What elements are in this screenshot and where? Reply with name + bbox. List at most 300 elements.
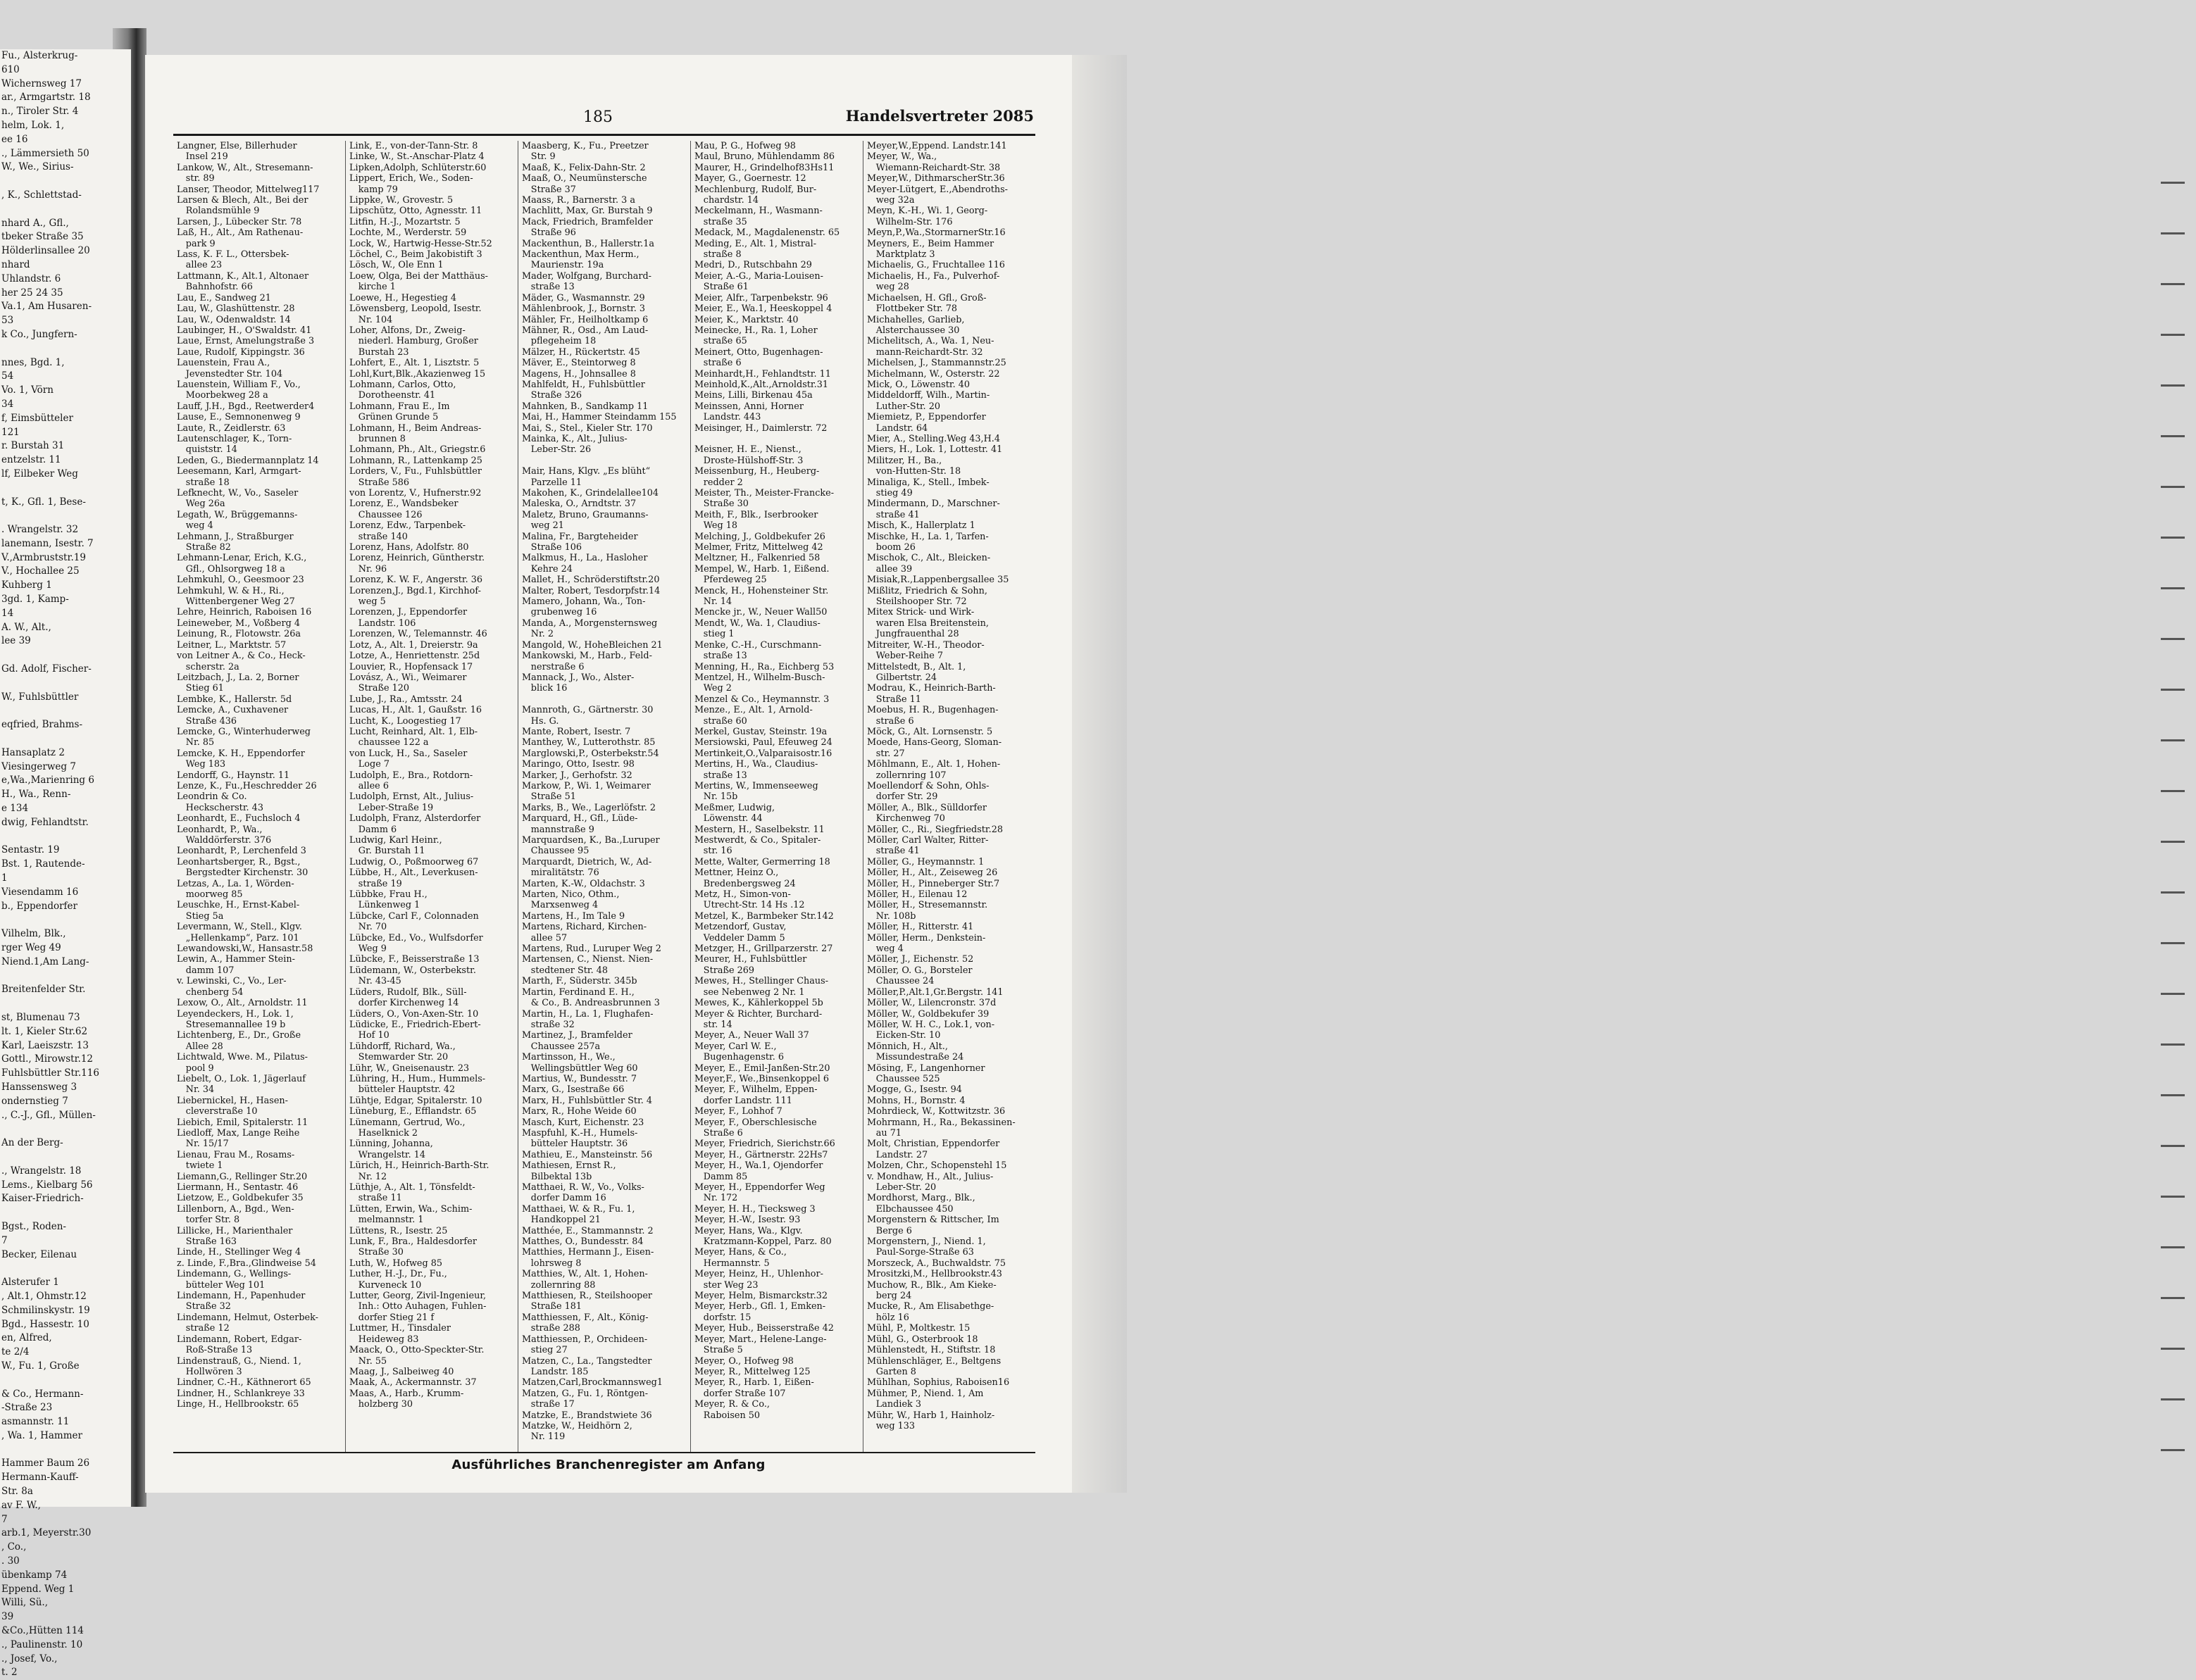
left-page-line: te 2/4 [1, 1346, 30, 1358]
directory-entry-line: Lienau, Frau M., Rosams- [177, 1149, 295, 1160]
page-footer: Ausführliches Branchenregister am Anfang [451, 1458, 766, 1472]
directory-entry-line: v. Lewinski, C., Vo., Ler- [177, 976, 287, 987]
margin-mark [2161, 537, 2185, 539]
directory-entry-line: Meyer & Richter, Burchard- [694, 1008, 823, 1020]
directory-entry-line: Weber-Reihe 7 [867, 651, 944, 662]
directory-entry-line: Melching, J., Goldbekufer 26 [694, 531, 825, 542]
directory-entry-line: Matzen,Carl,Brockmannsweg1 [522, 1377, 663, 1388]
directory-entry-line: Levermann, W., Stell., Klgv. [177, 922, 302, 933]
directory-entry-line: Lietzow, E., Goldbekufer 35 [177, 1193, 304, 1204]
directory-entry-line: see Nebenweg 2 Nr. 1 [694, 986, 805, 998]
directory-entry-line: Lübbke, Frau H., [349, 889, 428, 901]
left-page-line: Bgst., Roden- [1, 1220, 66, 1232]
directory-entry-line: Matthies, Hermann J., Eisen- [522, 1247, 654, 1258]
directory-entry-line: Menzel & Co., Heymannstr. 3 [694, 694, 830, 705]
directory-entry-line: Mahlfeldt, H., Fuhlsbüttler [522, 379, 645, 390]
directory-entry-line: dorfer Landstr. 111 [694, 1095, 792, 1106]
directory-entry-line: Lindemann, Robert, Edgar- [177, 1334, 302, 1345]
directory-entry-line: Lohmann, Carlos, Otto, [349, 379, 456, 390]
directory-entry-line: straße 32 [522, 1019, 575, 1030]
directory-entry-line: Lippert, Erich, We., Soden- [349, 173, 473, 184]
directory-entry-line: Kirchenweg 70 [867, 813, 945, 825]
left-page-line: asmannstr. 11 [1, 1416, 70, 1428]
directory-entry-line: Lorenz, Edw., Tarpenbek- [349, 520, 466, 532]
directory-entry-line: Lüders, Rudolf, Blk., Süll- [349, 986, 467, 998]
directory-entry-line: Lause, E., Semnonenweg 9 [177, 412, 301, 423]
directory-entry-line: Magens, H., Johnsallee 8 [522, 368, 636, 380]
left-page-line: arb.1, Meyerstr.30 [1, 1527, 92, 1539]
left-page-line: Hammer Baum 26 [1, 1458, 90, 1469]
directory-entry-line: Parzelle 11 [522, 477, 582, 488]
directory-entry-line: Maas, A., Harb., Krumm- [349, 1388, 464, 1399]
directory-entry-line: Maaß, O., Neumünstersche [522, 173, 647, 184]
directory-entry-line: Möller, G., Heymannstr. 1 [867, 856, 985, 867]
directory-entry-line: Luttmer, H., Tinsdaler [349, 1323, 451, 1334]
directory-entry-line: Lorenz, E., Wandsbeker [349, 499, 458, 510]
directory-entry-line: Michaelis, H., Fa., Pulverhof- [867, 270, 1000, 282]
directory-entry-line: Haselknick 2 [349, 1127, 418, 1139]
directory-entry-line: straße 13 [694, 651, 747, 662]
directory-entry-line: Lorenz, Hans, Adolfstr. 80 [349, 542, 469, 553]
directory-entry-line: Larsen & Blech, Alt., Bei der [177, 195, 308, 206]
directory-entry-line: Meltzner, H., Falkenried 58 [694, 553, 821, 564]
directory-entry-line: Straße 30 [694, 499, 749, 510]
directory-entry-line: Meyer,W., DithmarscherStr.36 [867, 173, 1005, 184]
directory-entry-line: Bergstedter Kirchenstr. 30 [177, 867, 308, 879]
directory-entry-line: damm 107 [177, 965, 235, 976]
directory-entry-line: blick 16 [522, 683, 568, 694]
directory-entry-line: str. 89 [177, 173, 215, 184]
directory-entry-line: Hollwören 3 [177, 1366, 242, 1377]
directory-entry-line: Matthaei, R. W., Vo., Volks- [522, 1182, 644, 1193]
margin-mark [2161, 1398, 2185, 1400]
left-page-line: Niend.1,Am Lang- [1, 955, 89, 967]
directory-entry-line: Hof 10 [349, 1030, 389, 1041]
directory-entry-line: „Hellenkamp“, Parz. 101 [177, 932, 299, 944]
directory-entry-line: Martinsson, H., We., [522, 1052, 616, 1063]
directory-entry-line: straße 35 [694, 216, 747, 227]
directory-entry-line: Leonhardt, P., Lerchenfeld 3 [177, 846, 306, 857]
left-page-line: 53 [1, 315, 14, 327]
directory-entry-line: Lotz, A., Alt. 1, Dreierstr. 9a [349, 639, 478, 651]
directory-entry-line: von Leitner A., & Co., Heck- [177, 651, 306, 662]
directory-entry-line: Lemcke, K. H., Eppendorfer [177, 748, 305, 759]
directory-entry-line: Straße 106 [522, 542, 582, 553]
left-page-line: V., Hochallee 25 [1, 565, 80, 577]
directory-entry-line: Paul-Sorge-Straße 63 [867, 1247, 974, 1258]
directory-entry-line: straße 11 [349, 1193, 402, 1204]
directory-entry-line: Meyer, Herb., Gfl. 1, Emken- [694, 1301, 826, 1312]
directory-entry-line: Mühmer, P., Niend. 1, Am [867, 1388, 984, 1399]
directory-entry-line: Meyer, H., Wa.1, Ojendorfer [694, 1160, 823, 1172]
directory-entry-line: Liebelt, O., Lok. 1, Jägerlauf [177, 1073, 306, 1084]
margin-mark [2161, 1043, 2185, 1046]
directory-entry-line: Berge 6 [867, 1225, 912, 1236]
directory-entry-line: Lewin, A., Hammer Stein- [177, 954, 295, 965]
directory-entry-line: Mösing, F., Langenhorner [867, 1062, 985, 1074]
directory-entry-line: Lindemann, Helmut, Osterbek- [177, 1312, 318, 1323]
directory-entry-line: Wiemann-Reichardt-Str. 38 [867, 162, 1001, 173]
directory-entry-line: Straße 37 [522, 184, 576, 195]
directory-entry-line: Maul, Bruno, Mühlendamm 86 [694, 151, 835, 163]
directory-entry-line: dorfer Stieg 21 f [349, 1312, 435, 1323]
directory-entry-line: Nr. 172 [694, 1193, 738, 1204]
directory-entry-line: Mühl, P., Moltkestr. 15 [867, 1323, 971, 1334]
directory-column [518, 141, 690, 1453]
directory-entry-line: Marquardt, Dietrich, W., Ad- [522, 856, 652, 867]
directory-entry-line: Modrau, K., Heinrich-Barth- [867, 683, 996, 694]
left-page-line: Str. 8a [1, 1486, 33, 1498]
directory-entry-line: Straße 436 [177, 715, 237, 727]
directory-entry-line: Martin, Ferdinand E. H., [522, 986, 635, 998]
directory-entry-line: Straße 32 [177, 1301, 231, 1312]
directory-entry-line: Lehmkuhl, W. & H., Ri., [177, 585, 285, 596]
directory-entry-line: Landstr. 64 [867, 422, 928, 434]
directory-entry-line: quiststr. 14 [177, 444, 237, 456]
left-page-line: Viesendamm 16 [1, 886, 79, 898]
directory-entry-line: Mühlhan, Sophius, Raboisen16 [867, 1377, 1010, 1388]
directory-entry-line: Möller, H., Pinneberger Str.7 [867, 878, 1000, 889]
left-page-line: tbeker Straße 35 [1, 231, 84, 243]
directory-entry-line: Liedloff, Max, Lange Reihe [177, 1127, 300, 1139]
directory-entry-line: Möck, G., Alt. Lornsenstr. 5 [867, 726, 993, 737]
directory-entry-line: Maspfuhl, K.-H., Humels- [522, 1127, 638, 1139]
left-page-line: entzelstr. 11 [1, 454, 61, 466]
directory-entry-line: Möller, H., Stresemannstr. [867, 900, 988, 911]
directory-entry-line: Lindenstrauß, G., Niend. 1, [177, 1355, 301, 1367]
directory-entry-line: str. 16 [694, 846, 732, 857]
directory-entry-line: Lohfert, E., Alt. 1, Lisztstr. 5 [349, 358, 480, 369]
directory-entry-line: Nr. 85 [177, 737, 215, 748]
directory-entry-line: Elbchaussee 450 [867, 1203, 954, 1215]
directory-entry-line: Chaussee 95 [522, 846, 589, 857]
directory-entry-line: Manda, A., Morgensternsweg [522, 618, 658, 629]
directory-entry-line: Mitex Strick- und Wirk- [867, 607, 975, 618]
left-page-line: Willi, Sü., [1, 1597, 49, 1609]
directory-entry-line: straße 12 [177, 1323, 230, 1334]
directory-entry-line: Gfl., Ohlsorgweg 18 a [177, 563, 285, 575]
directory-entry-line [694, 434, 859, 444]
directory-entry-line: berg 24 [867, 1291, 912, 1302]
directory-entry-line: Mestern, H., Saselbekstr. 11 [694, 824, 825, 835]
directory-entry-line: Lühtje, Edgar, Spitalerstr. 10 [349, 1095, 482, 1106]
directory-entry-line: Lüttens, R., Isestr. 25 [349, 1225, 448, 1236]
left-page-line: An der Berg- [1, 1137, 63, 1149]
page-number: 185 [583, 108, 613, 126]
directory-entry-line: Loew, Olga, Bei der Matthäus- [349, 270, 488, 282]
directory-entry-line: Grünen Grunde 5 [349, 412, 439, 423]
left-page-line: Gd. Adolf, Fischer- [1, 663, 92, 675]
directory-entry-line: Mertinkeit,O.,Valparaisostr.16 [694, 748, 832, 759]
directory-entry-line: Mankowski, M., Harb., Feld- [522, 651, 652, 662]
directory-entry-line: chardstr. 14 [694, 195, 759, 206]
directory-entry-line: holzberg 30 [349, 1399, 413, 1410]
directory-entry-line: Lankow, W., Alt., Stresemann- [177, 162, 313, 173]
directory-entry-line: Moede, Hans-Georg, Sloman- [867, 737, 1002, 748]
left-page-line [0, 704, 131, 718]
directory-entry-line: Leineweber, M., Voßberg 4 [177, 618, 301, 629]
directory-entry-line: Meyer,F., We.,Binsenkoppel 6 [694, 1073, 830, 1084]
margin-mark [2161, 689, 2185, 691]
left-page-line: Hansaplatz 2 [1, 746, 65, 758]
page-header [145, 106, 1072, 130]
directory-entry-line: Mempel, W., Harb. 1, Eißend. [694, 563, 830, 575]
directory-entry-line: Möller, H., Alt., Zeiseweg 26 [867, 867, 998, 879]
directory-entry-line: Marten, K.-W., Oldachstr. 3 [522, 878, 645, 889]
left-page-line: Fuhlsbüttler Str.116 [1, 1067, 99, 1079]
directory-entry-line: Martinez, J., Bramfelder [522, 1030, 632, 1041]
directory-entry-line: Maleska, O., Arndtstr. 37 [522, 499, 637, 510]
directory-entry-line: Lohmann, R., Lattenkamp 25 [349, 455, 482, 466]
left-page-line: rger Weg 49 [1, 942, 61, 953]
directory-entry-line: Marx, R., Hohe Weide 60 [522, 1106, 637, 1117]
directory-entry-line: Liebich, Emil, Spitalerstr. 11 [177, 1117, 308, 1128]
directory-entry-line: Nr. 70 [349, 922, 387, 933]
directory-entry-line: str. 27 [867, 748, 905, 759]
directory-entry-line: Molt, Christian, Eppendorfer [867, 1139, 1000, 1150]
left-page-line: Uhlandstr. 6 [1, 272, 61, 284]
directory-entry-line: Lühring, H., Hum., Hummels- [349, 1073, 486, 1084]
directory-entry-line: dorfstr. 15 [694, 1312, 751, 1323]
directory-entry-line: waren Elsa Breitenstein, [867, 618, 989, 629]
left-page-line: . 30 [1, 1555, 20, 1567]
left-page-line: r. Burstah 31 [1, 440, 65, 452]
directory-entry-line: Rolandsmühle 9 [177, 206, 260, 217]
directory-entry-line: Letzas, A., La. 1, Wörden- [177, 878, 294, 889]
directory-entry-line: Lohmann, Frau E., Im [349, 401, 450, 412]
directory-entry-line: Stieg 61 [177, 683, 224, 694]
directory-entry-line: Liebernickel, H., Hasen- [177, 1095, 288, 1106]
directory-entry-line: stieg 49 [867, 488, 913, 499]
left-page-line: W., Fu. 1, Große [1, 1360, 80, 1372]
directory-entry-line: Militzer, H., Ba., [867, 455, 942, 466]
directory-entry-line: Mählenbrook, J., Bornstr. 3 [522, 303, 645, 315]
directory-entry-line: Mäder, G., Wasmannstr. 29 [522, 292, 645, 303]
left-page-line [0, 1122, 131, 1136]
left-page-line: 1 [1, 872, 8, 884]
directory-entry-line: Straße 326 [522, 390, 582, 401]
margin-mark [2161, 841, 2185, 843]
left-page-line: av F. W., [1, 1499, 41, 1511]
directory-entry-line: straße 140 [349, 531, 408, 542]
left-page-line: &Co.,Hütten 114 [1, 1625, 84, 1637]
directory-entry-line: Menke, C.-H., Curschmann- [694, 639, 822, 651]
directory-entry-line: Meyer, Hans, & Co., [694, 1247, 787, 1258]
directory-entry-line: weg 21 [522, 520, 564, 532]
left-page-line: Becker, Eilenau [1, 1248, 77, 1260]
directory-entry-line: pflegeheim 18 [522, 336, 597, 347]
left-page-line: Bst. 1, Rautende- [1, 858, 85, 870]
directory-entry-line: Luth, W., Hofweg 85 [349, 1258, 443, 1269]
directory-entry-line: Lock, W., Hartwig-Hesse-Str.52 [349, 238, 492, 249]
directory-entry-line: Molzen, Chr., Schopenstehl 15 [867, 1160, 1007, 1172]
left-page-line: ., C.-J., Gfl., Müllen- [1, 1109, 96, 1121]
directory-entry-line: Weg 18 [694, 520, 738, 532]
directory-entry-line: Martius, W., Bundesstr. 7 [522, 1073, 637, 1084]
directory-entry-line: twiete 1 [177, 1160, 223, 1172]
left-page-line: helm, Lok. 1, [1, 119, 65, 131]
directory-entry-line: Lemcke, G., Winterhuderweg [177, 726, 311, 737]
directory-entry-line: von Luck, H., Sa., Saseler [349, 748, 468, 759]
directory-entry-line: bütteler Hauptstr. 42 [349, 1084, 456, 1096]
directory-entry-line: Lorenzen, W., Telemannstr. 46 [349, 629, 487, 640]
directory-entry-line: Lindner, C.-H., Käthnerort 65 [177, 1377, 311, 1388]
directory-entry-line: Michelmann, W., Osterstr. 22 [867, 368, 1000, 380]
left-page-line: ., Josef, Vo., [1, 1653, 58, 1665]
directory-entry-line: cleverstraße 10 [177, 1106, 258, 1117]
left-page-line: übenkamp 74 [1, 1569, 68, 1581]
directory-entry-line: Nr. 96 [349, 563, 387, 575]
directory-entry-line: Menck, H., Hohensteiner Str. [694, 585, 829, 596]
margin-mark [2161, 993, 2185, 995]
directory-entry-line: Meyn,P.,Wa.,StormarnerStr.16 [867, 227, 1006, 239]
directory-entry-line: Möller, W. H. C., Lok.1, von- [867, 1019, 995, 1030]
directory-entry-line: Meyer, F., Wilhelm, Eppen- [694, 1084, 818, 1096]
directory-entry-line: Meinssen, Anni, Horner [694, 401, 804, 412]
directory-entry-line: Mucke, R., Am Elisabethge- [867, 1301, 994, 1312]
directory-entry-line: grubenweg 16 [522, 607, 597, 618]
left-page-line: Gottl., Mirowstr.12 [1, 1053, 94, 1065]
left-page-line: t, K., Gfl. 1, Bese- [1, 496, 86, 508]
directory-entry-line: Meyer, H., Gärtnerstr. 22Hs7 [694, 1149, 828, 1160]
thumb-index-marks [2147, 182, 2196, 1519]
directory-entry-line: Matthée, E., Stammannstr. 2 [522, 1225, 654, 1236]
directory-entry-line: Mai, H., Hammer Steindamm 155 [522, 412, 677, 423]
directory-entry-line: straße 288 [522, 1323, 580, 1334]
directory-entry-line: zollernring 107 [867, 770, 947, 781]
margin-mark [2161, 334, 2185, 336]
directory-entry-line: Meith, F., Blk., Iserbrooker [694, 509, 818, 520]
left-page-line: dwig, Fehlandtstr. [1, 816, 89, 828]
directory-entry-line: Marx, G., Isestraße 66 [522, 1084, 625, 1096]
directory-entry-line: Mencke jr., W., Neuer Wall50 [694, 607, 828, 618]
directory-entry-line: Luther, H.-J., Dr., Fu., [349, 1269, 447, 1280]
margin-mark [2161, 739, 2185, 741]
left-page-line: Vilhelm, Blk., [1, 928, 66, 940]
directory-entry-line [522, 694, 687, 705]
directory-entry-line: Larsen, J., Lübecker Str. 78 [177, 216, 302, 227]
left-page-line: 54 [1, 370, 14, 382]
margin-mark [2161, 283, 2185, 285]
directory-entry-line: Leber-Str. 20 [867, 1182, 937, 1193]
directory-entry-line: Lauenstein, William F., Vo., [177, 379, 301, 390]
directory-entry-line: Lehmkuhl, O., Geesmoor 23 [177, 575, 304, 586]
directory-entry-line: Stemwarder Str. 20 [349, 1052, 449, 1063]
left-page-line: Va.1, Am Husaren- [1, 301, 92, 313]
left-page-line [0, 1151, 131, 1165]
directory-entry-line: Matzen, C., La., Tangstedter [522, 1355, 652, 1367]
directory-entry-line: allee 39 [867, 563, 913, 575]
directory-entry-line: mannstraße 9 [522, 824, 594, 835]
left-page-line: nhard [1, 258, 30, 270]
directory-entry-line: Burstah 23 [349, 346, 409, 358]
directory-entry-line: niederl. Hamburg, Großer [349, 336, 478, 347]
directory-entry-line: Möller, Carl Walter, Ritter- [867, 835, 989, 846]
directory-entry-line: miralitätstr. 76 [522, 867, 599, 879]
directory-entry-line: Meier, Alfr., Tarpenbekstr. 96 [694, 292, 828, 303]
directory-entry-line: Mainka, K., Alt., Julius- [522, 433, 628, 444]
left-page-line: -Straße 23 [1, 1402, 53, 1414]
directory-entry-line: Lovász, A., Wi., Weimarer [349, 672, 467, 683]
directory-entry-line: Löchel, C., Beim Jakobistift 3 [349, 249, 482, 261]
directory-entry-line: Michaelsen, H. Gfl., Groß- [867, 292, 987, 303]
left-page-line: 39 [1, 1611, 14, 1623]
directory-entry-line: Lutter, Georg, Zivil-Ingenieur, [349, 1291, 487, 1302]
directory-entry-line: Leonhartsberger, R., Bgst., [177, 856, 301, 867]
directory-entry-line: redder 2 [694, 477, 743, 488]
directory-entry-line: Middeldorff, Wilh., Martin- [867, 390, 990, 401]
left-page-line: H., Wa., Renn- [1, 789, 71, 801]
left-page-line: t. 2 [1, 1667, 18, 1679]
directory-entry-line: Mertins, W., Immenseeweg [694, 780, 818, 791]
left-page-line: ee 16 [1, 133, 28, 145]
margin-mark [2161, 1094, 2185, 1096]
directory-entry-line: Lewandowski,W., Hansastr.58 [177, 944, 313, 955]
directory-entry-line: dorfer Damm 16 [522, 1193, 606, 1204]
directory-entry-line: stieg 1 [694, 629, 735, 640]
directory-entry-line: Möller, W., Lilencronstr. 37d [867, 998, 997, 1009]
left-page-line: ar., Armgartstr. 18 [1, 92, 91, 104]
directory-entry-line: Bilbektal 13b [522, 1171, 592, 1182]
margin-mark [2161, 638, 2185, 640]
directory-entry-line: Lembke, K., Hallerstr. 5d [177, 694, 292, 705]
directory-entry-line: Mohrdieck, W., Kottwitzstr. 36 [867, 1106, 1006, 1117]
directory-entry-line: Marks, B., We., Lagerlöfstr. 2 [522, 802, 656, 813]
directory-entry-line: Insel 219 [177, 151, 228, 163]
directory-entry-line: Lass, K. F. L., Ottersbek- [177, 249, 289, 261]
left-page-line: W., Fuhlsbüttler [1, 691, 79, 703]
directory-entry-line: Meyer, Heinz, H., Uhlenhor- [694, 1269, 823, 1280]
directory-entry-line: Marktplatz 3 [867, 249, 935, 261]
directory-entry-line: Handkoppel 21 [522, 1215, 601, 1226]
directory-entry-line: Ludwig, O., Poßmoorweg 67 [349, 856, 479, 867]
directory-entry-line: Jevenstedter Str. 104 [177, 368, 283, 380]
directory-entry-line: Lenze, K., Fu.,Heschredder 26 [177, 780, 317, 791]
directory-entry-line: Nr. 15b [694, 791, 738, 803]
directory-entry-line: Markow, P., Wi. 1, Weimarer [522, 780, 651, 791]
directory-entry-line: Chaussee 525 [867, 1073, 940, 1084]
directory-entry-line: Möller, H., Ritterstr. 41 [867, 922, 974, 933]
directory-entry-line: Möller, A., Blk., Sülldorfer [867, 802, 987, 813]
directory-entry-line: Meisner, H. E., Nienst., [694, 444, 801, 456]
directory-entry-line: Nr. 34 [177, 1084, 215, 1096]
directory-entry-line: Weg 2 [694, 683, 732, 694]
directory-entry-line: Flottbeker Str. 78 [867, 303, 958, 315]
directory-entry-line: Metzendorf, Gustav, [694, 922, 787, 933]
directory-entry-line: Morgenstern & Rittscher, Im [867, 1215, 999, 1226]
directory-entry-line: str. 14 [694, 1019, 732, 1030]
directory-entry-line: Lohmann, H., Beim Andreas- [349, 422, 482, 434]
directory-entry-line: Mayer, G., Goernestr. 12 [694, 173, 806, 184]
directory-entry-line: Mindermann, D., Marschner- [867, 499, 1000, 510]
left-page-line: lanemann, Isestr. 7 [1, 537, 94, 549]
directory-entry-line: Meyners, E., Beim Hammer [867, 238, 994, 249]
directory-entry-line: Mannack, J., Wo., Alster- [522, 672, 635, 683]
directory-entry-line: Maass, R., Barnerstr. 3 a [522, 195, 635, 206]
directory-entry-line: Marglowski,P., Osterbekstr.54 [522, 748, 659, 759]
directory-entry-line: Lau, W., Odenwaldstr. 14 [177, 314, 291, 325]
directory-entry-line: Raboisen 50 [694, 1410, 761, 1421]
directory-entry-line: allee 57 [522, 932, 568, 944]
directory-entry-line: Mathiesen, Ernst R., [522, 1160, 616, 1172]
directory-entry-line: Nr. 2 [522, 629, 554, 640]
directory-entry-line: Litfin, H.-J., Mozartstr. 5 [349, 216, 461, 227]
directory-entry-line: Weg 183 [177, 759, 226, 770]
directory-entry-line: Lübcke, Ed., Vo., Wulfsdorfer [349, 932, 483, 944]
left-page-line [0, 1374, 131, 1388]
directory-entry-line: Mick, O., Löwenstr. 40 [867, 379, 971, 390]
left-page-line: , Wa. 1, Hammer [1, 1429, 82, 1441]
